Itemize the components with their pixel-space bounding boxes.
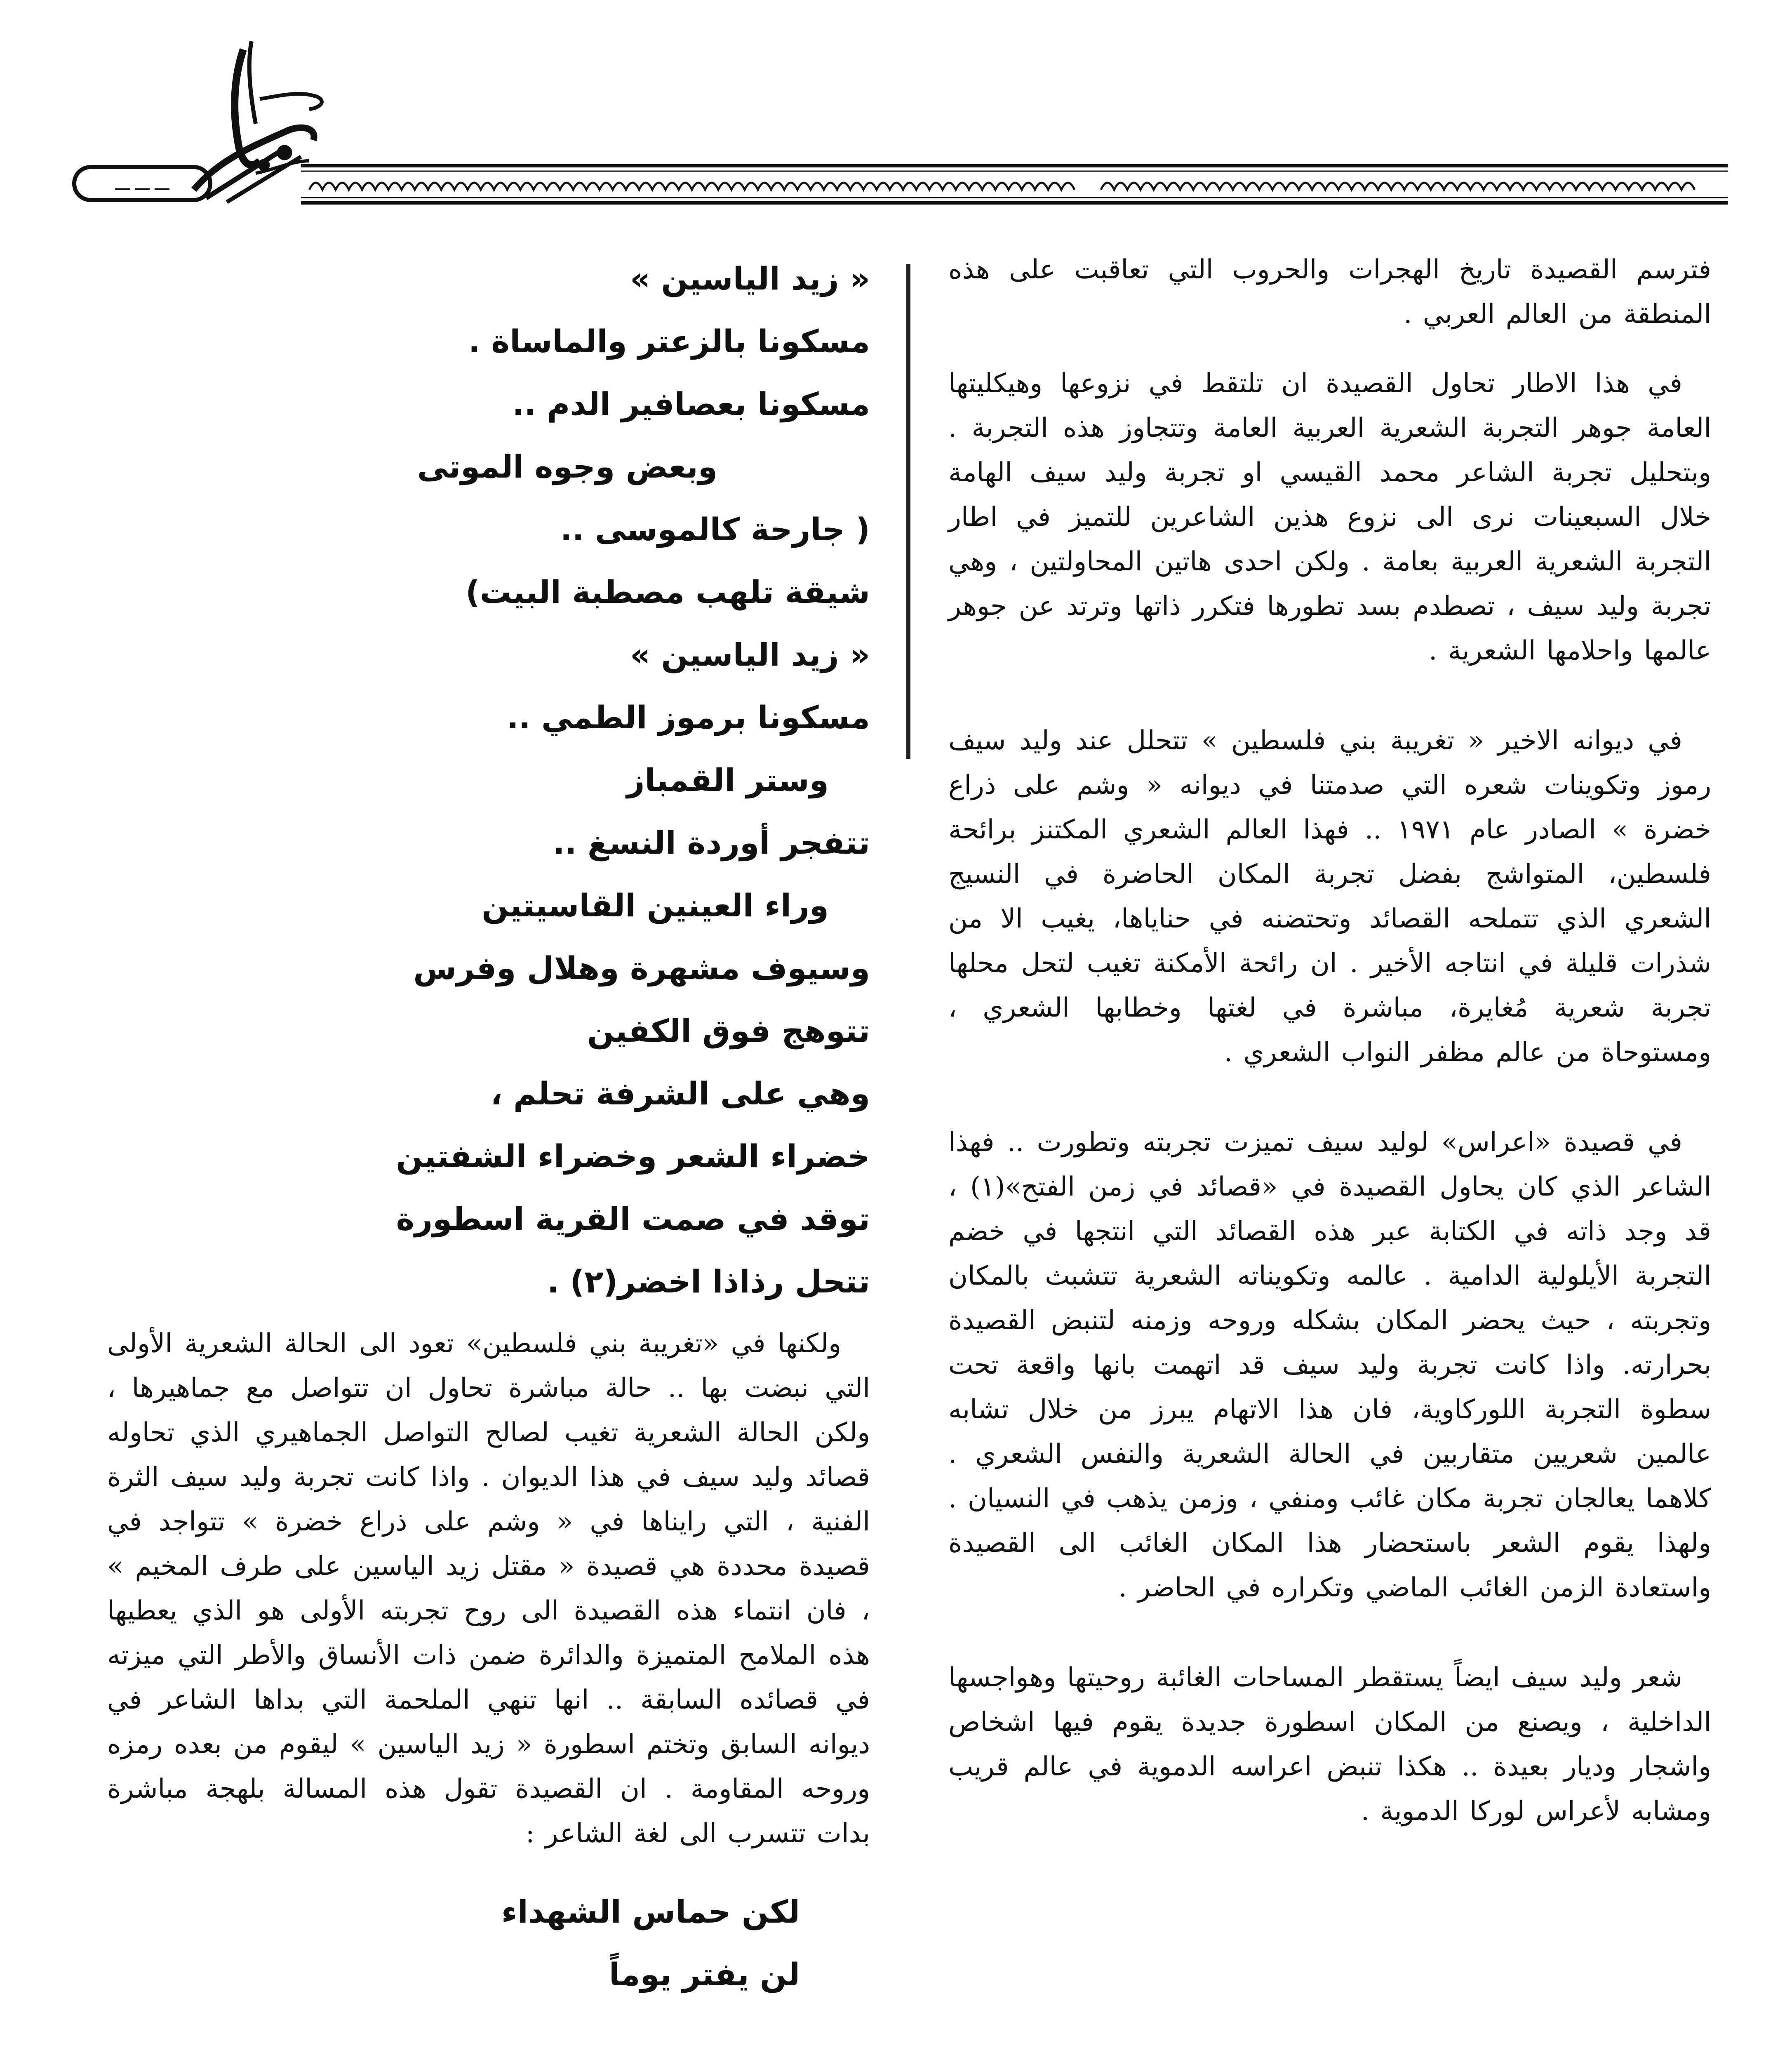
masthead-decorative-band [301, 166, 1728, 203]
poem-line: مسكونا بعصافير الدم .. [512, 386, 870, 422]
poem-line: وهي على الشرفة تحلم ، [490, 1075, 870, 1112]
poem-line: لن يفتر يوماً [609, 1956, 800, 1993]
poem-line: لكن حماس الشهداء [501, 1893, 800, 1930]
poem-line: وستر القمباز [626, 762, 829, 798]
column-divider [906, 264, 910, 759]
right-paragraph-2: في هذا الاطار تحاول القصيدة ان تلتقط في نزوعها وهيكليتها العامة جوهر التجربة الشعرية العربية العامة وتتجاوز هذه التجربة . وبتحليل تجربة الشاعر محمد القيسي او تجربة وليد سيف الهامة خلال السبعينات نرى الى نزوع هذين الشاعرين للتميز في اطار التجربة الشعرية العربية بعامة . ولكن احدى هاتين المحاولتين ، وهي تجربة وليد سيف ، تصطدم بسد تطورها فتكرر ذاتها وترتد عن جوهر عالمها واحلامها الشعرية . [948, 368, 1712, 666]
poem-block-top [107, 247, 870, 1313]
left-paragraph: ولكنها في «تغريبة بني فلسطين» تعود الى الحالة الشعرية الأولى التي نبضت بها .. حالة مباشرة تحاول ان تتواصل مع جماهيرها ، ولكن الحالة الشعرية تغيب لصالح التواصل الجماهيري الذي تحاوله قصائد وليد سيف في هذا الديوان . واذا كانت تجربة وليد سيف الثرة الفنية ، التي رايناها في « وشم على ذراع خضرة » تتواجد في قصيدة محددة هي قصيدة « مقتل زيد الياسين على طرف المخيم » ، فان انتماء هذه القصيدة الى روح تجربته الأولى هو الذي يعطيها هذه الملامح المتميزة والدائرة ضمن ذات الأنساق والأطر التي ميزته في قصائده السابقة .. انها تنهي الملحمة التي بداها الشاعر في ديوانه السابق وتختم اسطورة « زيد الياسين » ليقوم من بعده رمزه وروحه المقاومة . ان القصيدة تقول هذه المسالة بلهجة مباشرة بدات تتسرب الى لغة الشاعر : [107, 1328, 870, 1849]
poem-line: مسكونا بالزعتر والماساة . [468, 323, 870, 360]
right-column [948, 247, 1711, 1858]
poem-line: توقد في صمت القرية اسطورة [396, 1200, 870, 1237]
poem-line: تتحل رذاذا اخضر(٢) . [547, 1263, 870, 1300]
poem-line: تتوهج فوق الكفين [587, 1012, 870, 1049]
poem-block-bottom [107, 1881, 870, 2006]
poem-line: مسكونا برموز الطمي .. [506, 699, 870, 736]
poem-line: « زيد الياسين » [630, 636, 870, 673]
poem-line: « زيد الياسين » [630, 260, 870, 297]
right-paragraph-5: شعر وليد سيف ايضاً يستقطر المساحات الغائبة روحيتها وهواجسها الداخلية ، ويصنع من المكان اسطورة جديدة يقوم فيها اشخاص واشجار وديار بعيدة .. هكذا تنبض اعراسه الدموية في عالم قريب ومشابه لأعراس لوركا الدموية . [948, 1662, 1712, 1827]
poem-line: شيقة تلهب مصطبة البيت) [465, 574, 870, 610]
poem-line: وسيوف مشهرة وهلال وفرس [413, 950, 870, 986]
masthead [70, 25, 1728, 214]
poem-line: وبعض وجوه الموتى [417, 448, 717, 485]
poem-line: تتفجر أوردة النسغ .. [553, 824, 870, 861]
right-paragraph-4: في قصيدة «اعراس» لوليد سيف تميزت تجربته وتطورت .. فهذا الشاعر الذي كان يحاول القصيدة في «قصائد في زمن الفتح»(١) ، قد وجد ذاته في الكتابة عبر هذه القصائد التي انتجها في خضم التجربة الأيلولية الدامية . عالمه وتكويناته الشعرية تتشبث بالمكان وتجربته ، حيث يحضر المكان بشكله وروحه وزمنه لتنبض القصيدة بحرارته. واذا كانت تجربة وليد سيف قد اتهمت بانها واقعة تحت سطوة التجربة اللوركاوية، فان هذا الاتهام يبرز من خلال تشابه عالمين شعريين متقاربين في الحالة الشعرية والنفس الشعري . كلاهما يعالجان تجربة مكان غائب ومنفي ، وزمن يذهب في النسيان . ولهذا يقوم الشعر باستحضار هذا المكان الغائب الى القصيدة واستعادة الزمن الغائب الماضي وتكراره في الحاضر . [948, 1127, 1712, 1603]
poem-line: وراء العينين القاسيتين [482, 887, 829, 924]
right-paragraph-3: في ديوانه الاخير « تغريبة بني فلسطين » تتحلل عند وليد سيف رموز وتكوينات شعره التي صدمتنا في ديوانه « وشم على ذراع خضرة » الصادر عام ١٩٧١ .. فهذا العالم الشعري المكتنز برائحة فلسطين، المتواشج بفضل تجربة المكان الحاضرة في النسيج الشعري الذي تتملحه القصائد وتحتضنه في حناياها، يغيب الا من شذرات قليلة في انتاجه الأخير . ان رائحة الأمكنة تغيب لتحل محلها تجربة شعرية مُغايرة، مباشرة في لغتها وخطابها الشعري ، ومستوحاة من عالم مظفر النواب الشعري . [948, 725, 1712, 1068]
svg-text:ـــ ـــ ـــ: ـــ ـــ ـــ [115, 175, 169, 194]
right-paragraph-1: فترسم القصيدة تاريخ الهجرات والحروب التي تعاقبت على هذه المنطقة من العالم العربي . [948, 254, 1711, 330]
left-column [107, 247, 870, 2006]
poem-line: خضراء الشعر وخضراء الشفتين [396, 1138, 870, 1175]
calligraphy-logo-icon [194, 41, 322, 202]
masthead-ornament [70, 25, 1728, 214]
poem-line: ( جارحة كالموسى .. [560, 511, 870, 548]
masthead-left-bar [74, 167, 210, 200]
